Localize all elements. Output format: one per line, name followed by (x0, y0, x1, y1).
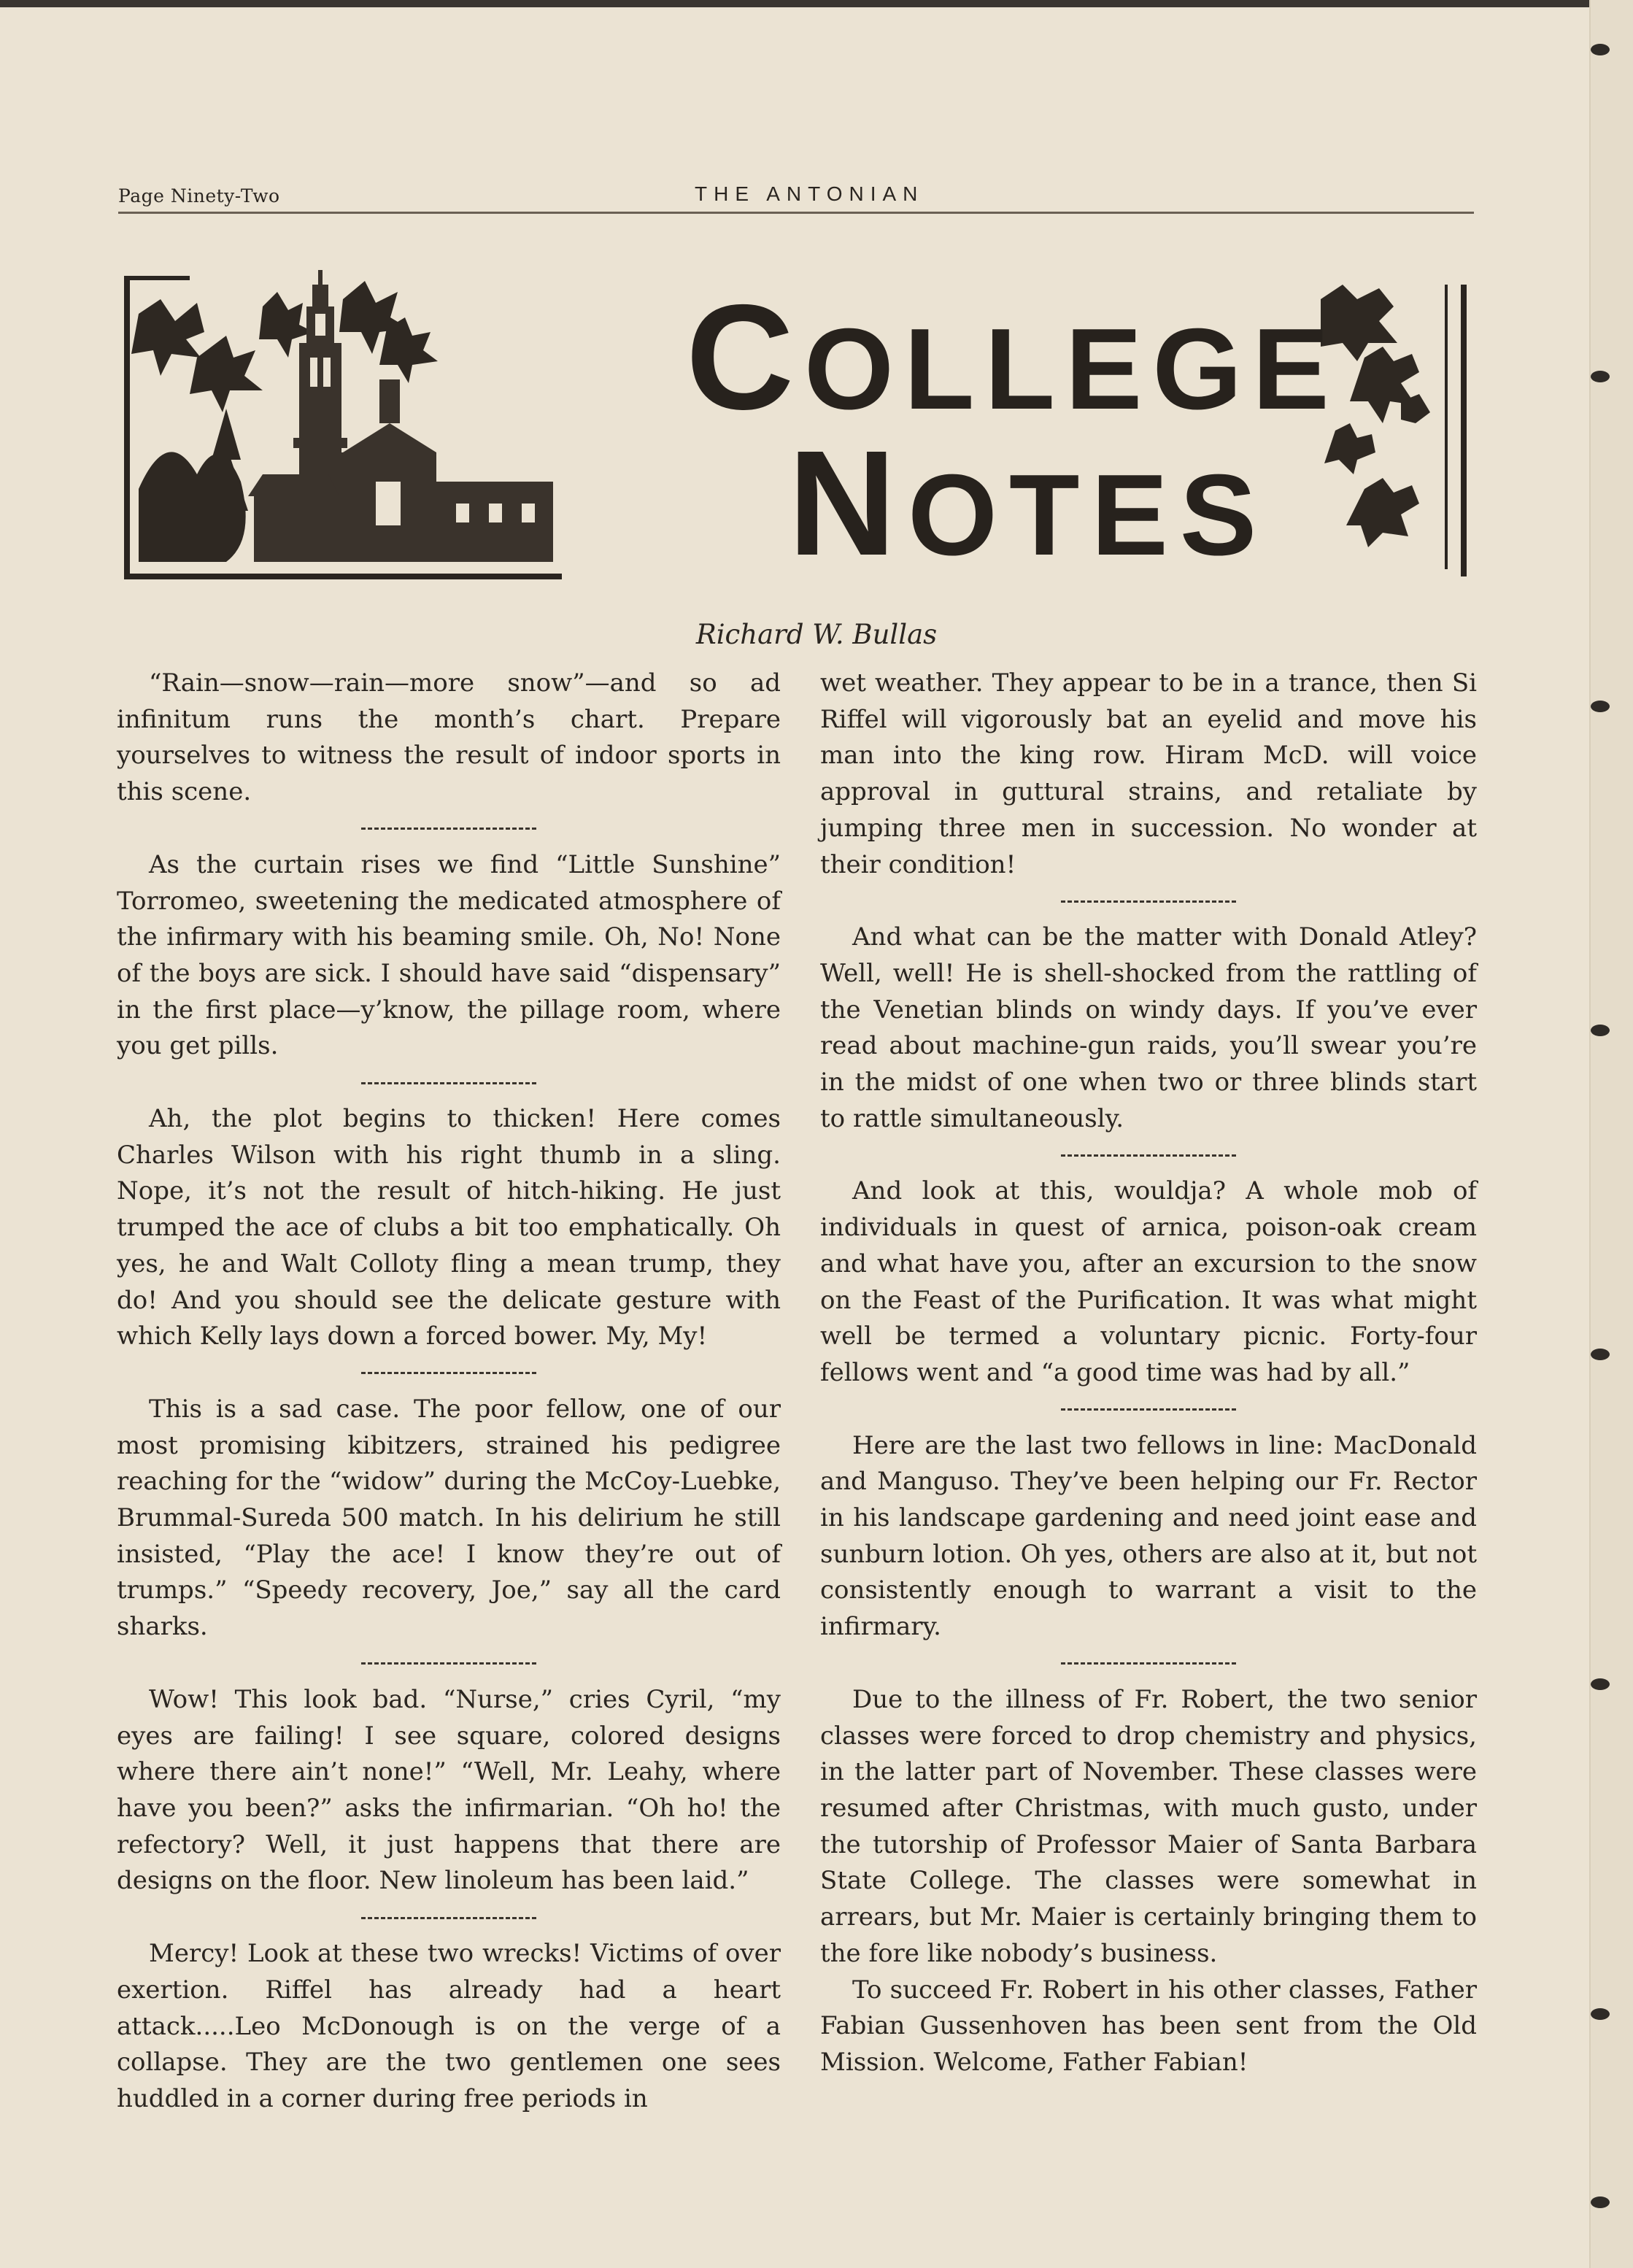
section-separator (820, 883, 1477, 919)
paragraph: This is a sad case. The poor fellow, one of our most promising kibitzers, strained his pedigree reaching for the “widow” during the McCoy-Luebke, Brummal-Sureda 500 match. In his delirium he still insisted, “Play the ace! I know they’re out of trumps.” “Speedy recovery, Joe,” say all the card sharks. (117, 1394, 781, 1642)
paragraph-continued: wet weather. They appear to be in a trance, then Si Riffel will vigorously bat an eyelid and move his man into the king row. Hiram McD. will voice approval in guttural strains, and retaliate by jumping three men in succession. No wonder at their condition! (820, 668, 1477, 879)
section-separator (117, 1065, 781, 1101)
binding-hole (1591, 2196, 1610, 2208)
title-word-notes: OTES (908, 451, 1269, 579)
paragraph: As the curtain rises we find “Little Sunshine” Torromeo, sweetening the medicated atmosphere of the infirmary with his beaming smile. Oh, No! None of the boys are sick. I should have said “dispensary” in the first place—y’know, the pillage room, where you get pills. (117, 849, 781, 1061)
binding-margin (1589, 0, 1633, 2268)
binding-hole (1591, 371, 1610, 382)
paragraph: Here are the last two fellows in line: MacDonald and Manguso. They’ve been helping our Fr. Rector in his landscape gardening and need joint ease and sunburn lotion. Oh yes, others are also at it, but not consistently enough to warrant a visit to the infirmary. (820, 1430, 1477, 1642)
paragraph: Due to the illness of Fr. Robert, the two senior classes were forced to drop chemistry and physics, in the latter part of November. These classes were resumed after Christmas, with much gusto, under the tutorship of Professor Maier of Santa Barbara State College. The classes were somewhat in arrears, but Mr. Maier is certainly bringing them to the fore like nobody’s business. (820, 1684, 1477, 1968)
section-separator (117, 811, 781, 847)
paragraph: To succeed Fr. Robert in his other classes, Father Fabian Gussenhoven has been sent from the Old Mission. Welcome, Father Fabian! (820, 1975, 1477, 2077)
section-separator (820, 1646, 1477, 1682)
section-separator (117, 1355, 781, 1392)
section-separator (117, 1899, 781, 1936)
banner-title-line-2 (788, 420, 1269, 587)
page-number: Page Ninety-Two (118, 185, 280, 207)
title-initial-n: N (788, 420, 908, 587)
section-banner (124, 270, 1468, 585)
right-column (820, 666, 1477, 2081)
paragraph: And look at this, wouldja? A whole mob of individuals in quest of arnica, poison-oak cream and what have you, after an excursion to the snow on the Feast of the Purification. It was what might well be termed a voluntary picnic. Forty-four fellows went and “a good time was had by all.” (820, 1176, 1477, 1387)
title-word-college: OLLEGE (804, 305, 1340, 433)
banner-title (555, 270, 1340, 587)
binding-hole (1591, 2008, 1610, 2020)
page-top-edge (0, 0, 1633, 7)
binding-hole (1591, 44, 1610, 55)
section-separator (820, 1137, 1477, 1173)
paragraph: Wow! This look bad. “Nurse,” cries Cyril, “my eyes are failing! I see square, colored designs where there ain’t none!” “Well, Mr. Leahy, where have you been?” asks the infirmarian. “Oh ho! the refectory? Well, it just happens that there are designs on the floor. New linoleum has been laid.” (117, 1684, 781, 1896)
paragraph: Ah, the plot begins to thicken! Here comes Charles Wilson with his right thumb in a sling. Nope, it’s not the result of hitch-hiking. He just trumped the ace of clubs a bit too emphatically. Oh yes, he and Walt Colloty fling a mean trump, they do! And you should see the delicate gesture with which Kelly lays down a forced bower. My, My! (117, 1104, 781, 1351)
publication-title: THE ANTONIAN (695, 182, 924, 205)
author-byline: Richard W. Bullas (695, 619, 938, 650)
binding-hole (1591, 1025, 1610, 1036)
left-column (117, 666, 781, 2118)
section-separator (117, 1646, 781, 1682)
banner-title-line-1 (686, 274, 1340, 441)
binding-hole (1591, 1678, 1610, 1690)
binding-hole (1591, 701, 1610, 712)
section-separator (820, 1392, 1477, 1428)
binding-hole (1591, 1349, 1610, 1360)
paragraph: “Rain—snow—rain—more snow”—and so ad infinitum runs the month’s chart. Prepare yourselves to witness the result of indoor sports in this scene. (117, 668, 781, 807)
paragraph: And what can be the matter with Donald Atley? Well, well! He is shell-shocked from the rattling of the Venetian blinds on windy days. If you’ve ever read about machine-gun raids, you’ll swear you’re in the midst of one when two or three blinds start to rattle simultaneously. (820, 922, 1477, 1133)
running-header (118, 182, 1474, 214)
paragraph: Mercy! Look at these two wrecks! Victims of over exertion. Riffel has already had a heart attack.....Leo McDonough is on the verge of a collapse. They are the two gentlemen one sees huddled in a corner during free periods in (117, 1939, 781, 2113)
title-initial-c: C (686, 274, 805, 441)
